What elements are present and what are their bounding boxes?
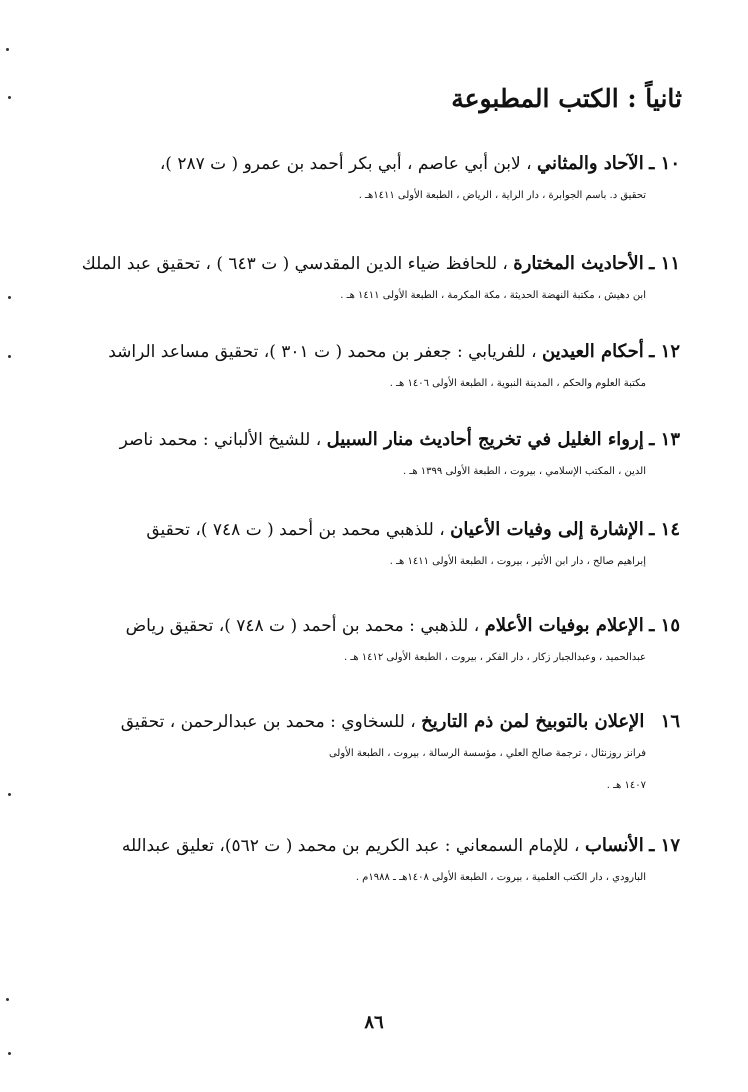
entry-line-2: تحقيق د. باسم الجوابرة ، دار الراية ، الرياض ، الطبعة الأولى ١٤١١هـ . <box>358 190 646 201</box>
entry-text: ، للفريابي : جعفر بن محمد ( ت ٣٠١ )، تحقيق مساعد الراشد <box>108 342 542 362</box>
bibliography-entry-12 <box>80 336 680 400</box>
bibliography-entry-13 <box>80 424 680 488</box>
entry-line-1 <box>80 830 680 862</box>
bibliography-entry-15 <box>80 610 680 674</box>
bibliography-entry-16 <box>80 706 680 802</box>
entry-number: ١٠ ـ <box>649 153 680 174</box>
bibliography-entry-17 <box>80 830 680 894</box>
book-title: إرواء الغليل في تخريج أحاديث منار السبيل <box>326 429 644 450</box>
entry-text: ، للإمام السمعاني : عبد الكريم بن محمد ( ت ٥٦٢)، تعليق عبدالله <box>121 836 585 856</box>
entry-line-1 <box>80 706 680 738</box>
entry-number: ١٧ ـ <box>649 835 680 856</box>
entry-text: ، لابن أبي عاصم ، أبي بكر أحمد بن عمرو ( ت ٢٨٧ )، <box>159 154 538 174</box>
entry-number: ١٥ ـ <box>649 615 680 636</box>
entry-line-1 <box>80 248 680 280</box>
entry-text: ، للشيخ الألباني : محمد ناصر <box>119 430 327 450</box>
entry-text: ، للسخاوي : محمد بن عبدالرحمن ، تحقيق <box>120 712 422 732</box>
entry-line-2: فرانز روزنثال ، ترجمة صالح العلي ، مؤسسة الرسالة ، بيروت ، الطبعة الأولى <box>328 748 646 759</box>
entry-number: ١٤ ـ <box>649 519 680 540</box>
margin-speck <box>8 355 11 358</box>
margin-speck <box>8 96 11 99</box>
bibliography-entry-14 <box>80 514 680 578</box>
entry-line-2: مكتبة العلوم والحكم ، المدينة النبوية ، الطبعة الأولى ١٤٠٦ هـ . <box>389 378 646 389</box>
bibliography-entry-11 <box>80 248 680 312</box>
entry-number: ١٢ ـ <box>649 341 680 362</box>
margin-speck <box>8 793 11 796</box>
page-number: ٨٦ <box>364 1012 384 1033</box>
entry-line-1 <box>80 148 680 180</box>
entry-number: ١٦ <box>660 711 680 732</box>
margin-speck <box>6 48 9 51</box>
entry-line-2: إبراهيم صالح ، دار ابن الأثير ، بيروت ، الطبعة الأولى ١٤١١ هـ . <box>389 556 646 567</box>
margin-speck <box>8 1052 11 1055</box>
entry-line-1 <box>80 424 680 456</box>
margin-speck <box>8 296 11 299</box>
entry-number: ١٣ ـ <box>649 429 680 450</box>
book-title: الأنساب <box>584 835 644 856</box>
book-title: الأحاديث المختارة <box>513 253 644 274</box>
entry-text: ، للذهبي : محمد بن أحمد ( ت ٧٤٨ )، تحقيق رياض <box>125 616 485 636</box>
entry-line-3: ١٤٠٧ هـ . <box>606 780 646 791</box>
book-title: الإعلام بوفيات الأعلام <box>484 615 644 636</box>
book-title: الآحاد والمثاني <box>537 153 644 174</box>
entry-line-2: ابن دهيش ، مكتبة النهضة الحديثة ، مكة المكرمة ، الطبعة الأولى ١٤١١ هـ . <box>340 290 646 301</box>
entry-number: ١١ ـ <box>649 253 680 274</box>
entry-text: ، للذهبي محمد بن أحمد ( ت ٧٤٨ )، تحقيق <box>146 520 451 540</box>
entry-line-2: عبدالحميد ، وعبدالجبار زكار ، دار الفكر ، بيروت ، الطبعة الأولى ١٤١٢ هـ . <box>343 652 646 663</box>
entry-line-2: الدين ، المكتب الإسلامي ، بيروت ، الطبعة الأولى ١٣٩٩ هـ . <box>403 466 646 477</box>
entry-line-2: البارودي ، دار الكتب العلمية ، بيروت ، الطبعة الأولى ١٤٠٨هـ ـ ١٩٨٨م . <box>355 872 646 883</box>
book-title: الإشارة إلى وفيات الأعيان <box>450 519 644 540</box>
bibliography-entry-10 <box>80 148 680 212</box>
entry-line-1 <box>80 610 680 642</box>
entry-line-1 <box>80 514 680 546</box>
entry-line-1 <box>80 336 680 368</box>
entry-text: ، للحافظ ضياء الدين المقدسي ( ت ٦٤٣ ) ، تحقيق عبد الملك <box>81 254 514 274</box>
book-title: الإعلان بالتوبيخ لمن ذم التاريخ <box>421 711 645 732</box>
section-title: ثانياً : الكتب المطبوعة <box>451 84 682 113</box>
book-title: أحكام العيدين <box>541 341 644 362</box>
margin-speck <box>6 998 9 1001</box>
